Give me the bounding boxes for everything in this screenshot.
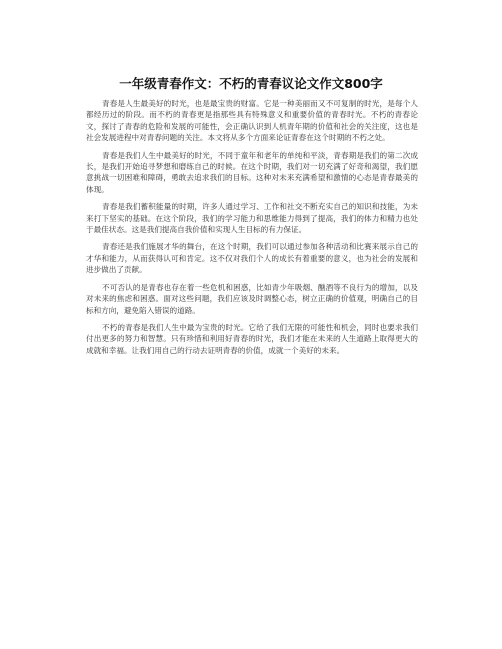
paragraph-4: 青春还是我们施展才华的舞台，在这个时期，我们可以通过参加各种活动和比赛来展示自己的才华和能力，从而获得认可和肯定。这不仅对我们个人的成长有着重要的意义，也为社会的发展和进步做出了贡献。 [86, 242, 418, 275]
document-title: 一年级青春作文：不朽的青春议论文作文800字 [119, 76, 383, 91]
paragraph-1: 青春是人生最美好的时光，也是最宝贵的财富。它是一种美丽而又不可复制的时光，是每个人都经历过的阶段。而不朽的青春更是指那些具有特殊意义和重要价值的青春时光。不朽的青春论文，探讨了青春的危险和发展的可能性，会正确认识到人机青年期的价值和社会的关注度，这也是社会发展进程中对青春问题的关注。本文将从多个方面来论证青春在这个时期的不朽之处。 [86, 99, 418, 143]
paragraph-6: 不朽的青春是我们人生中最为宝贵的时光。它给了我们无限的可能性和机会，同时也要求我们付出更多的努力和智慧。只有珍惜和利用好青春的时光，我们才能在未来的人生道路上取得更大的成就和幸福。让我们用自己的行动去证明青春的价值，成就一个美好的未来。 [86, 322, 418, 355]
paragraph-2: 青春是我们人生中最美好的时光，不同于童年和老年的单纯和平淡，青春期是我们的第二次成长，是我们开始追寻梦想和磨练自己的时候。在这个时期，我们对一切充满了好奇和渴望，我们愿意挑战一切困难和障碍，勇敢去追求我们的目标。这种对未来充满希望和激情的心态是青春最美的体现。 [86, 150, 418, 194]
paragraph-5: 不可否认的是青春也存在着一些危机和困惑，比如青少年吸烟、酗酒等不良行为的增加，以及对未来的焦虑和困惑。面对这些问题，我们应该及时调整心态，树立正确的价值观，明确自己的目标和方向，避免陷入错误的道路。 [86, 282, 418, 315]
paragraph-3: 青春是我们蓄积能量的时期，许多人通过学习、工作和社交不断充实自己的知识和技能，为未来打下坚实的基础。在这个阶段，我们的学习能力和思维能力得到了提高，我们的体力和精力也处于最佳状态。这是我们提高自我价值和实现人生目标的有力保证。 [86, 202, 418, 235]
document-body [86, 98, 418, 362]
